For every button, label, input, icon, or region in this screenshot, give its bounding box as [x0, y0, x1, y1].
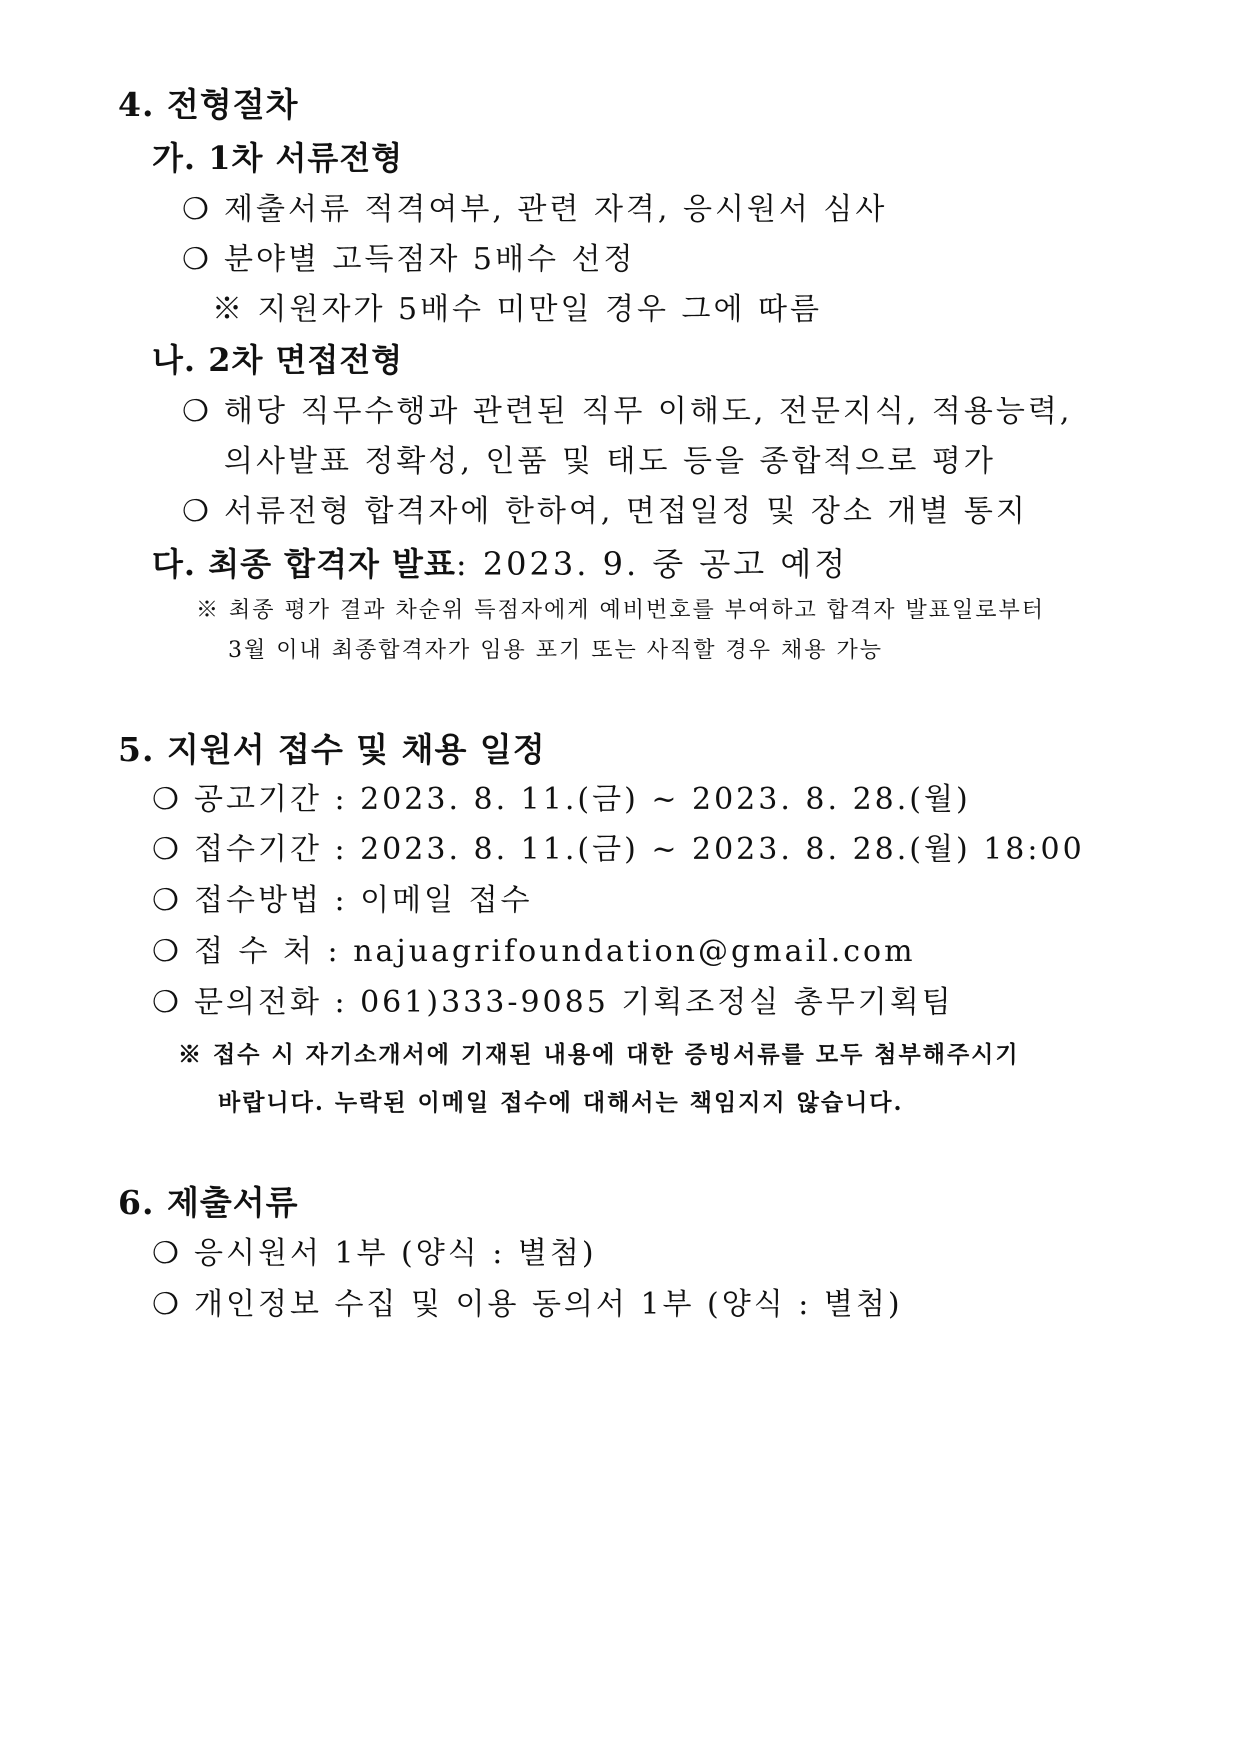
list-item [152, 782, 971, 817]
list-item [152, 1236, 597, 1271]
list-item-text: 분야별 고득점자 5배수 선정 [224, 242, 636, 277]
list-item [152, 1287, 903, 1322]
list-item-text: 개인정보 수집 및 이용 동의서 1부 (양식 : 별첨) [194, 1287, 903, 1322]
circle-bullet-icon: ❍ [182, 494, 212, 529]
circle-bullet-icon: ❍ [152, 832, 182, 867]
circle-bullet-icon: ❍ [182, 394, 212, 429]
section-6-title: 6. 제출서류 [118, 1183, 299, 1222]
list-item [182, 494, 1028, 529]
circle-bullet-icon: ❍ [152, 782, 182, 817]
list-item-text: 서류전형 합격자에 한하여, 면접일정 및 장소 개별 통지 [224, 494, 1028, 529]
list-item [152, 985, 954, 1020]
circle-bullet-icon: ❍ [182, 242, 212, 277]
circle-bullet-icon: ❍ [152, 1236, 182, 1271]
list-item-text: 문의전화 : 061)333-9085 기획조정실 총무기획팀 [194, 985, 954, 1020]
list-item [182, 242, 636, 277]
list-item-text: 제출서류 적격여부, 관련 자격, 응시원서 심사 [224, 192, 888, 227]
section-4a-title: 가. 1차 서류전형 [152, 139, 404, 177]
circle-bullet-icon: ❍ [152, 934, 182, 969]
list-item [152, 883, 533, 918]
list-item [152, 832, 1085, 867]
section-4c-title-bold: 다. 최종 합격자 발표 [152, 545, 456, 583]
circle-bullet-icon: ❍ [152, 883, 182, 918]
list-item-text: 접 수 처 : najuagrifoundation@gmail.com [194, 934, 916, 969]
section-4c-title [152, 545, 849, 583]
note-text-continuation: 3월 이내 최종합격자가 임용 포기 또는 사직할 경우 채용 가능 [228, 638, 883, 663]
section-4-title: 4. 전형절차 [118, 85, 299, 124]
note-text: ※ 지원자가 5배수 미만일 경우 그에 따름 [212, 292, 823, 327]
circle-bullet-icon: ❍ [152, 1287, 182, 1322]
list-item-text: 공고기간 : 2023. 8. 11.(금) ~ 2023. 8. 28.(월) [194, 782, 971, 817]
list-item-text: 응시원서 1부 (양식 : 별첨) [194, 1236, 597, 1271]
list-item [182, 394, 1073, 429]
circle-bullet-icon: ❍ [152, 985, 182, 1020]
list-item [152, 934, 916, 969]
list-item [182, 192, 888, 227]
note-text-continuation: 바랍니다. 누락된 이메일 접수에 대해서는 책임지지 않습니다. [218, 1089, 904, 1116]
list-item-continuation: 의사발표 정확성, 인품 및 태도 등을 종합적으로 평가 [224, 444, 996, 479]
note-text: ※ 접수 시 자기소개서에 기재된 내용에 대한 증빙서류를 모두 첨부해주시기 [178, 1041, 1020, 1068]
list-item-text: 접수방법 : 이메일 접수 [194, 883, 533, 918]
section-4c-title-rest: : 2023. 9. 중 공고 예정 [455, 545, 849, 583]
circle-bullet-icon: ❍ [182, 192, 212, 227]
note-text: ※ 최종 평가 결과 차순위 득점자에게 예비번호를 부여하고 합격자 발표일로부터 [196, 598, 1046, 623]
list-item-text: 해당 직무수행과 관련된 직무 이해도, 전문지식, 적용능력, [224, 394, 1073, 429]
section-5-title: 5. 지원서 접수 및 채용 일정 [118, 730, 546, 769]
section-4b-title: 나. 2차 면접전형 [152, 341, 404, 379]
list-item-text: 접수기간 : 2023. 8. 11.(금) ~ 2023. 8. 28.(월) 18:00 [194, 832, 1085, 867]
